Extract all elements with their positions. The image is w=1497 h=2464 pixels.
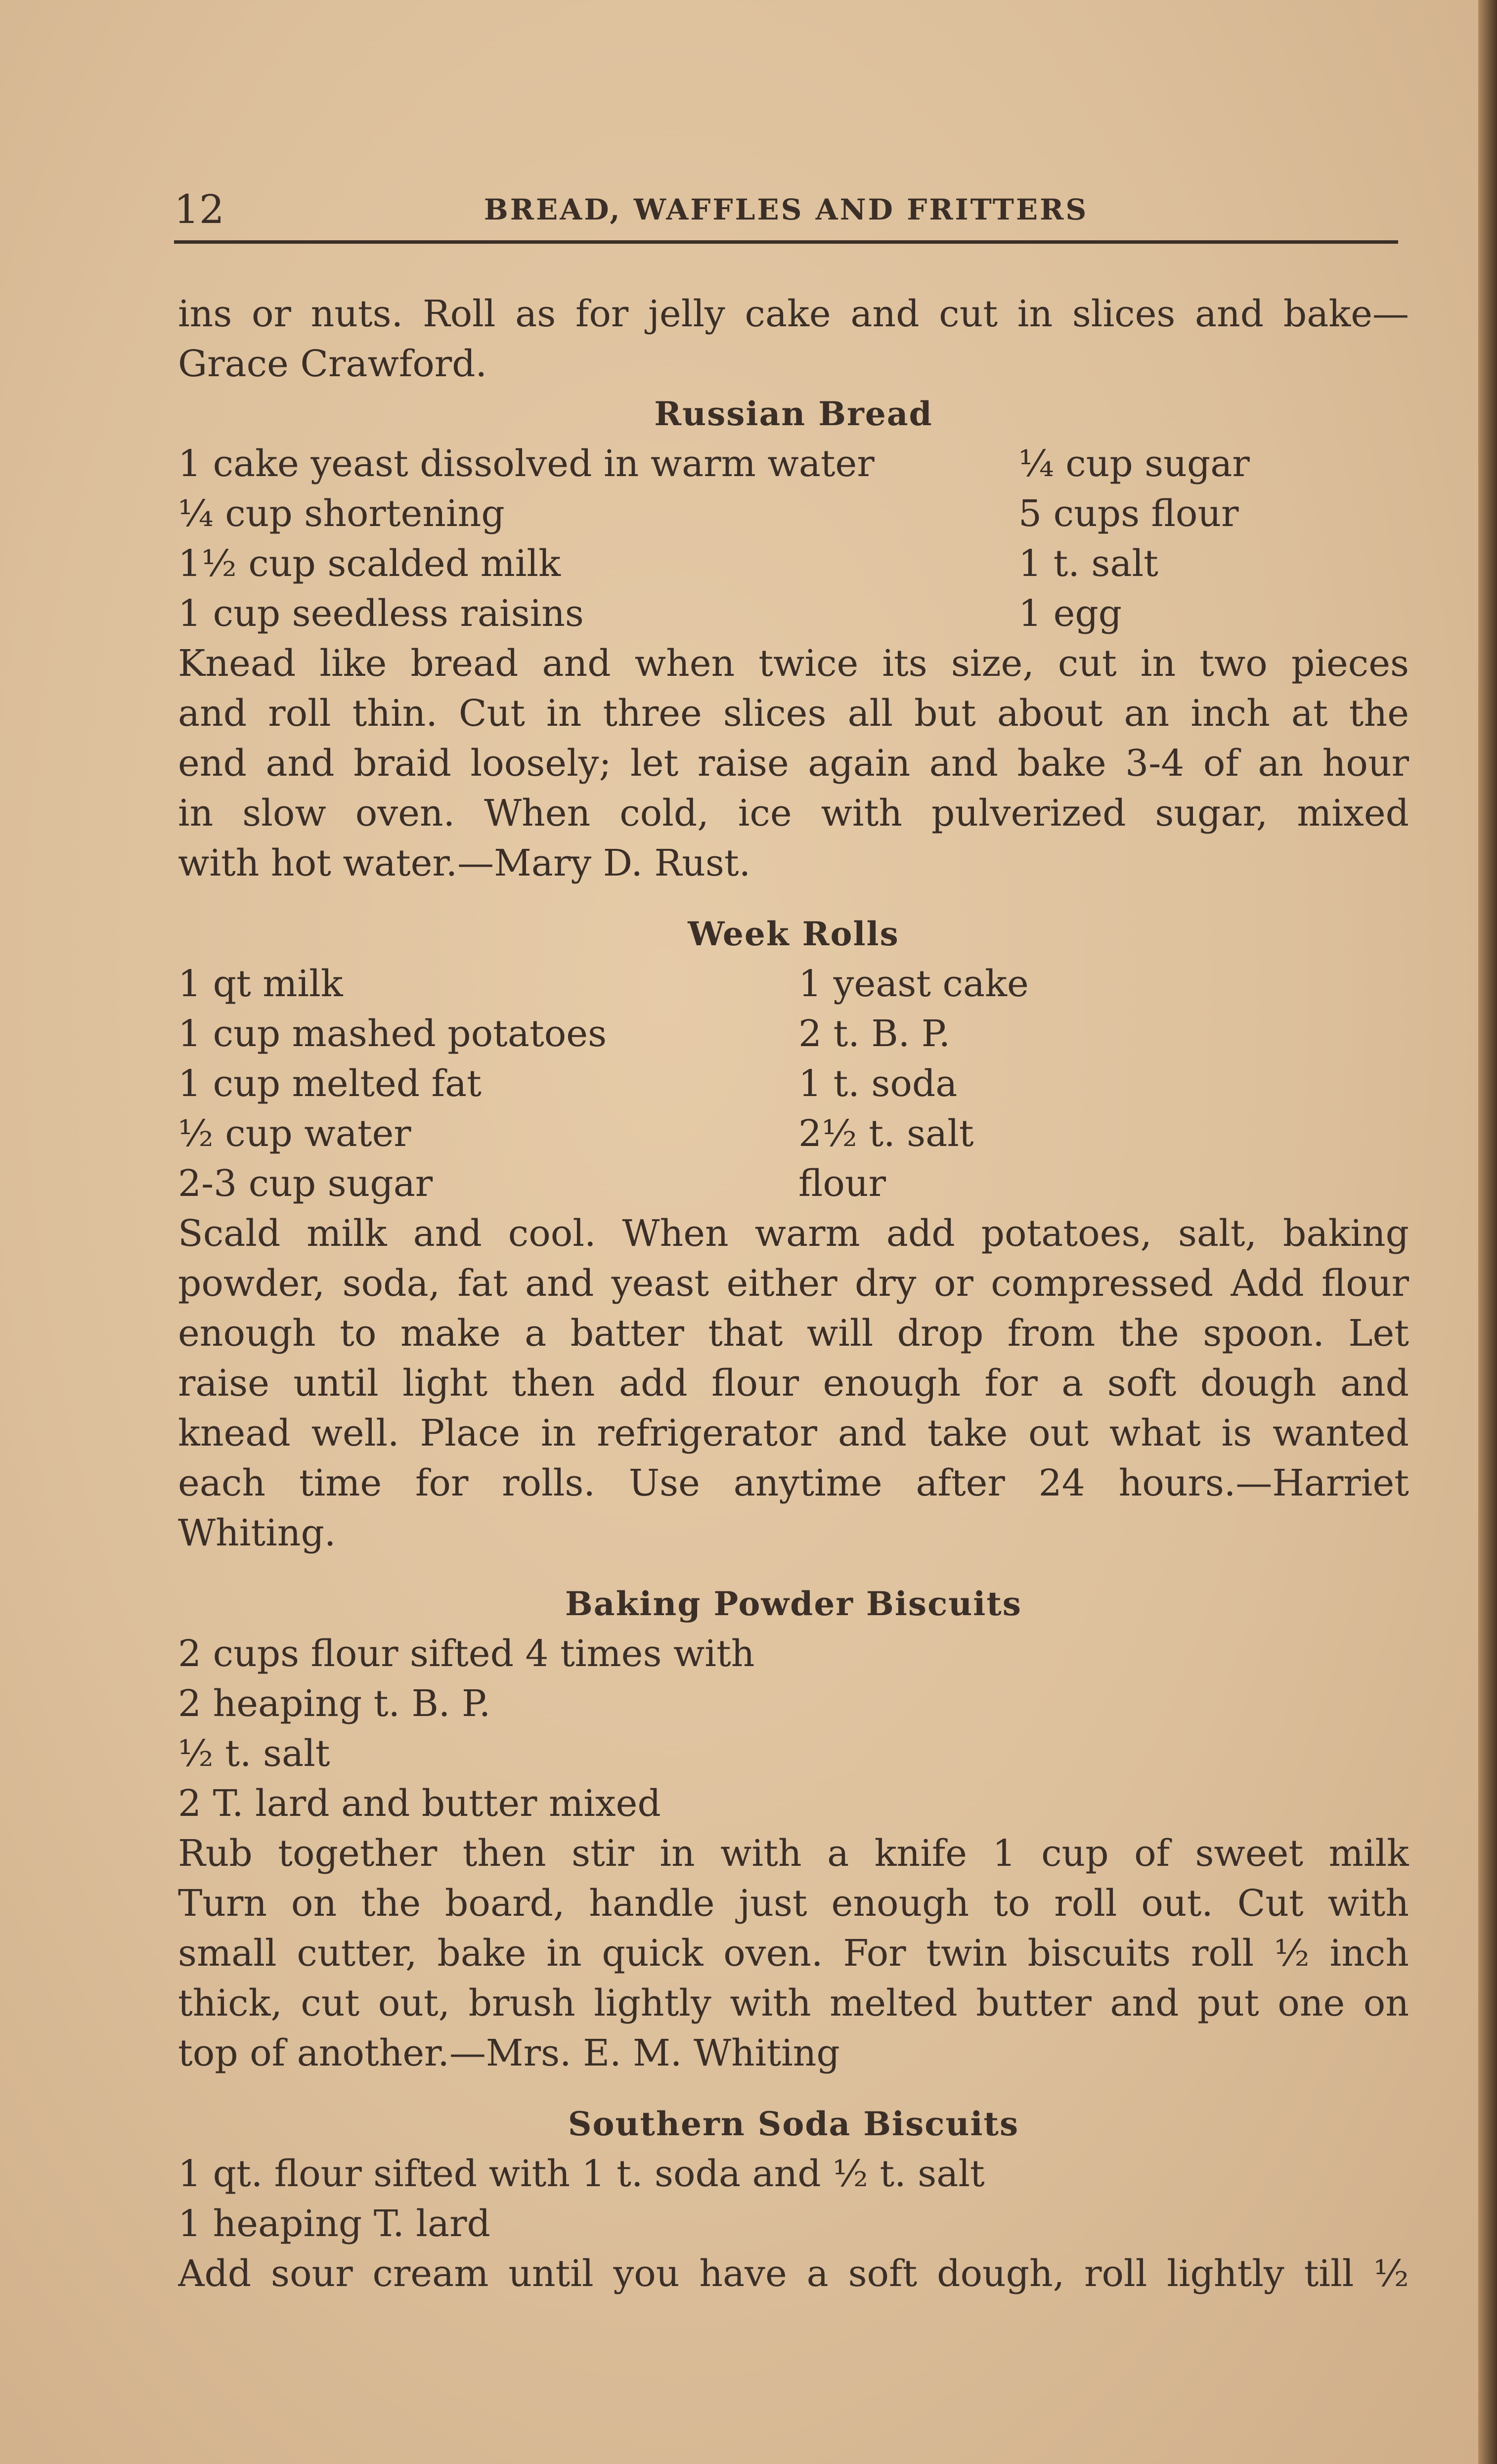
ingredient: 1 cup melted fat: [178, 1062, 482, 1105]
text-line: end and braid loosely; let raise again and bake 3-4 of an hour: [178, 742, 1409, 785]
ingredient: 2-3 cup sugar: [178, 1162, 433, 1205]
ingredient: 1 cup mashed potatoes: [178, 1012, 607, 1055]
ingredient-row: [178, 959, 1409, 1009]
ingredient: 1 cake yeast dissolved in warm water: [178, 442, 875, 485]
ingredient: flour: [798, 1162, 886, 1205]
text-line: raise until light then add flour enough for a soft dough and: [178, 1362, 1409, 1405]
ingredient: 1 t. salt: [1018, 542, 1158, 585]
ingredient: 1½ cup scalded milk: [178, 542, 561, 585]
text-line: with hot water.—Mary D. Rust.: [178, 842, 751, 884]
recipe-southern-soda-biscuits: [178, 2099, 1409, 2299]
recipe-title: Week Rolls: [688, 915, 899, 953]
ingredient: 2 heaping t. B. P.: [178, 1682, 491, 1725]
book-spine-shadow: [1478, 0, 1497, 2464]
ingredient-row: [178, 489, 1409, 539]
spacer: [178, 888, 1409, 909]
text-line: small cutter, bake in quick oven. For twin biscuits roll ½ inch: [178, 1932, 1409, 1975]
text-line: enough to make a batter that will drop from the spoon. Let: [178, 1312, 1409, 1355]
page-header: [174, 183, 1398, 242]
text-line: ins or nuts. Roll as for jelly cake and cut in slices and bake—: [178, 293, 1409, 335]
text-line: each time for rolls. Use anytime after 24 hours.—Harriet: [178, 1462, 1409, 1504]
recipe-baking-powder-biscuits: [178, 1579, 1409, 2078]
ingredient-row: [178, 1059, 1409, 1109]
page-body: [178, 289, 1409, 2299]
text-line: knead well. Place in refrigerator and take out what is wanted: [178, 1412, 1409, 1454]
ingredient: 1 yeast cake: [798, 963, 1029, 1005]
recipe-title: Baking Powder Biscuits: [565, 1584, 1022, 1623]
text-line: Turn on the board, handle just enough to roll out. Cut with: [178, 1882, 1409, 1925]
intro-paragraph: [178, 289, 1409, 389]
ingredient: 2½ t. salt: [798, 1112, 974, 1155]
ingredient: 2 cups flour sifted 4 times with: [178, 1632, 755, 1675]
ingredient-row: [178, 1009, 1409, 1059]
page-number: 12: [174, 186, 224, 232]
ingredient: 5 cups flour: [1018, 492, 1239, 535]
header-rule: [174, 240, 1398, 244]
ingredient: 1 qt. flour sifted with 1 t. soda and ½ t. salt: [178, 2153, 985, 2195]
ingredient: ¼ cup shortening: [178, 492, 505, 535]
spacer: [178, 2078, 1409, 2099]
ingredient: 1 egg: [1018, 592, 1122, 635]
text-line: Knead like bread and when twice its size, cut in two pieces: [178, 642, 1409, 685]
ingredient: 2 T. lard and butter mixed: [178, 1782, 661, 1825]
text-line: Whiting.: [178, 1512, 336, 1554]
ingredient-row: [178, 589, 1409, 639]
ingredient-row: [178, 1159, 1409, 1209]
text-line: top of another.—Mrs. E. M. Whiting: [178, 2032, 840, 2074]
ingredient: ¼ cup sugar: [1018, 442, 1250, 485]
text-line: powder, soda, fat and yeast either dry or compressed Add flour: [178, 1262, 1409, 1305]
ingredient: ½ t. salt: [178, 1732, 330, 1775]
text-line: Scald milk and cool. When warm add potatoes, salt, baking: [178, 1212, 1409, 1255]
ingredient: 1 t. soda: [798, 1062, 958, 1105]
text-line: thick, cut out, brush lightly with melted butter and put one on: [178, 1982, 1409, 2024]
spacer: [178, 1558, 1409, 1579]
recipe-week-rolls: [178, 909, 1409, 1558]
ingredient-row: [178, 1109, 1409, 1159]
text-line: and roll thin. Cut in three slices all but about an inch at the: [178, 692, 1409, 735]
recipe-title: Russian Bread: [654, 395, 933, 433]
ingredient: 2 t. B. P.: [798, 1012, 951, 1055]
text-line: Rub together then stir in with a knife 1 cup of sweet milk: [178, 1832, 1409, 1875]
running-head: BREAD, WAFFLES AND FRITTERS: [484, 193, 1089, 226]
text-line: Grace Crawford.: [178, 343, 487, 385]
text-line: in slow oven. When cold, ice with pulverized sugar, mixed: [178, 792, 1409, 835]
recipe-russian-bread: [178, 389, 1409, 888]
ingredient: 1 cup seedless raisins: [178, 592, 584, 635]
ingredient: 1 qt milk: [178, 963, 343, 1005]
recipe-title: Southern Soda Biscuits: [568, 2105, 1019, 2143]
ingredient-row: [178, 539, 1409, 589]
ingredient: ½ cup water: [178, 1112, 411, 1155]
ingredient: 1 heaping T. lard: [178, 2202, 490, 2245]
text-line: Add sour cream until you have a soft dough, roll lightly till ½: [178, 2252, 1409, 2295]
ingredient-row: [178, 439, 1409, 489]
